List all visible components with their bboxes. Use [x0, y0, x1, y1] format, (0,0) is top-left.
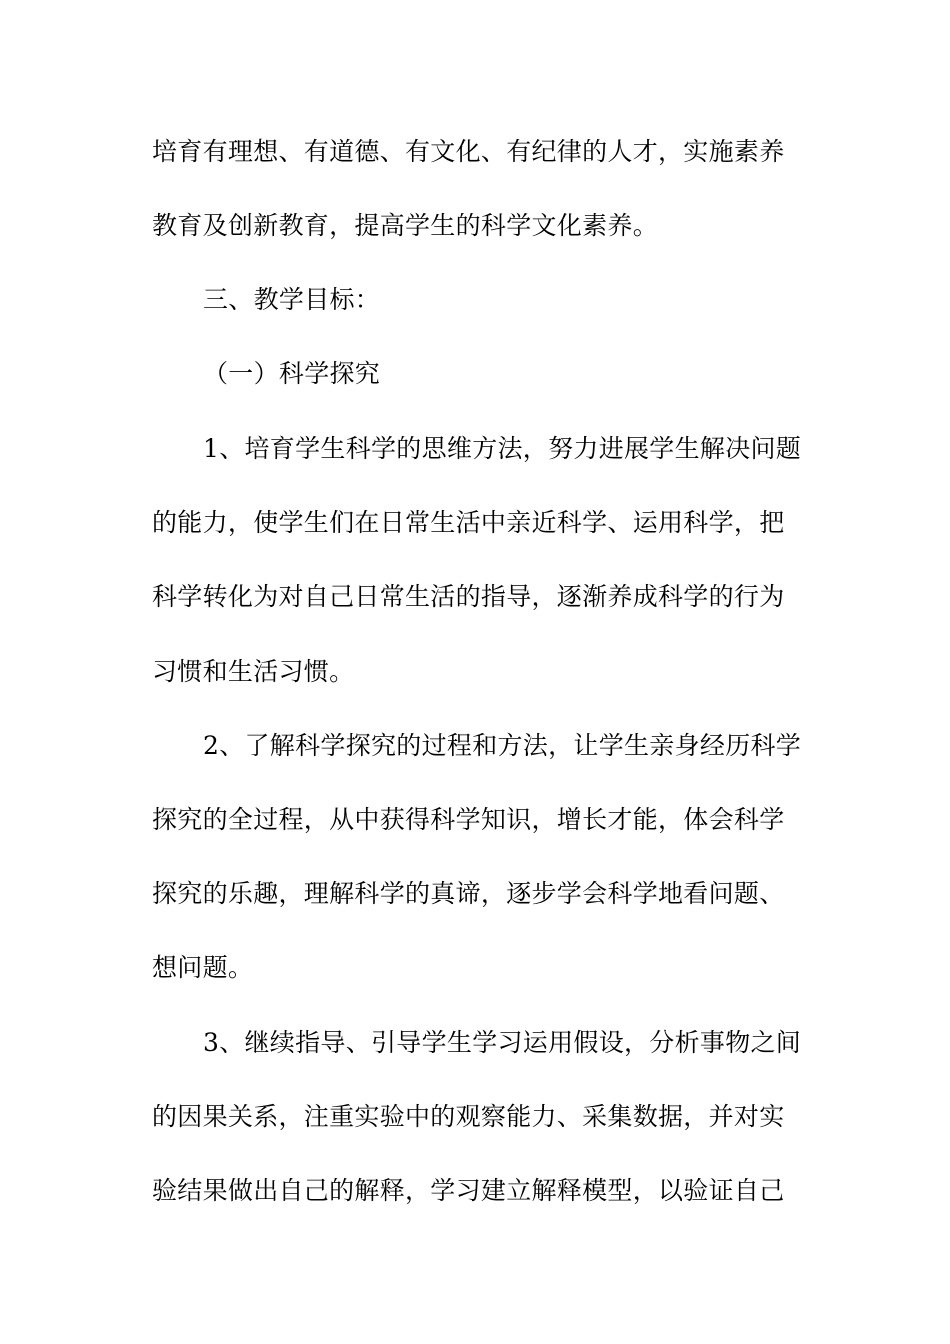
paragraph-line: 科学转化为对自己日常生活的指导，逐渐养成科学的行为	[152, 582, 785, 611]
paragraph-line: 教育及创新教育，提高学生的科学文化素养。	[152, 211, 659, 240]
paragraph-line: 探究的乐趣，理解科学的真谛，逐步学会科学地看问题、	[152, 879, 785, 908]
paragraph-line: 1、培育学生科学的思维方法，努力进展学生解决问题	[203, 434, 802, 463]
paragraph-line: 验结果做出自己的解释，学习建立解释模型，以验证自己	[152, 1176, 785, 1205]
paragraph-line: 想问题。	[152, 953, 254, 982]
paragraph-line: 3、继续指导、引导学生学习运用假设，分析事物之间	[203, 1028, 802, 1057]
paragraph-line: 探究的全过程，从中获得科学知识，增长才能，体会科学	[152, 805, 785, 834]
paragraph-line: 2、了解科学探究的过程和方法，让学生亲身经历科学	[203, 731, 802, 760]
paragraph-line: 培育有理想、有道德、有文化、有纪律的人才，实施素养	[152, 137, 785, 166]
paragraph-line: 的能力，使学生们在日常生活中亲近科学、运用科学，把	[152, 508, 785, 537]
subsection-heading: （一）科学探究	[203, 359, 381, 388]
paragraph-line: 习惯和生活习惯。	[152, 657, 355, 686]
paragraph-line: 的因果关系，注重实验中的观察能力、采集数据，并对实	[152, 1102, 785, 1131]
section-heading: 三、教学目标：	[203, 285, 381, 314]
